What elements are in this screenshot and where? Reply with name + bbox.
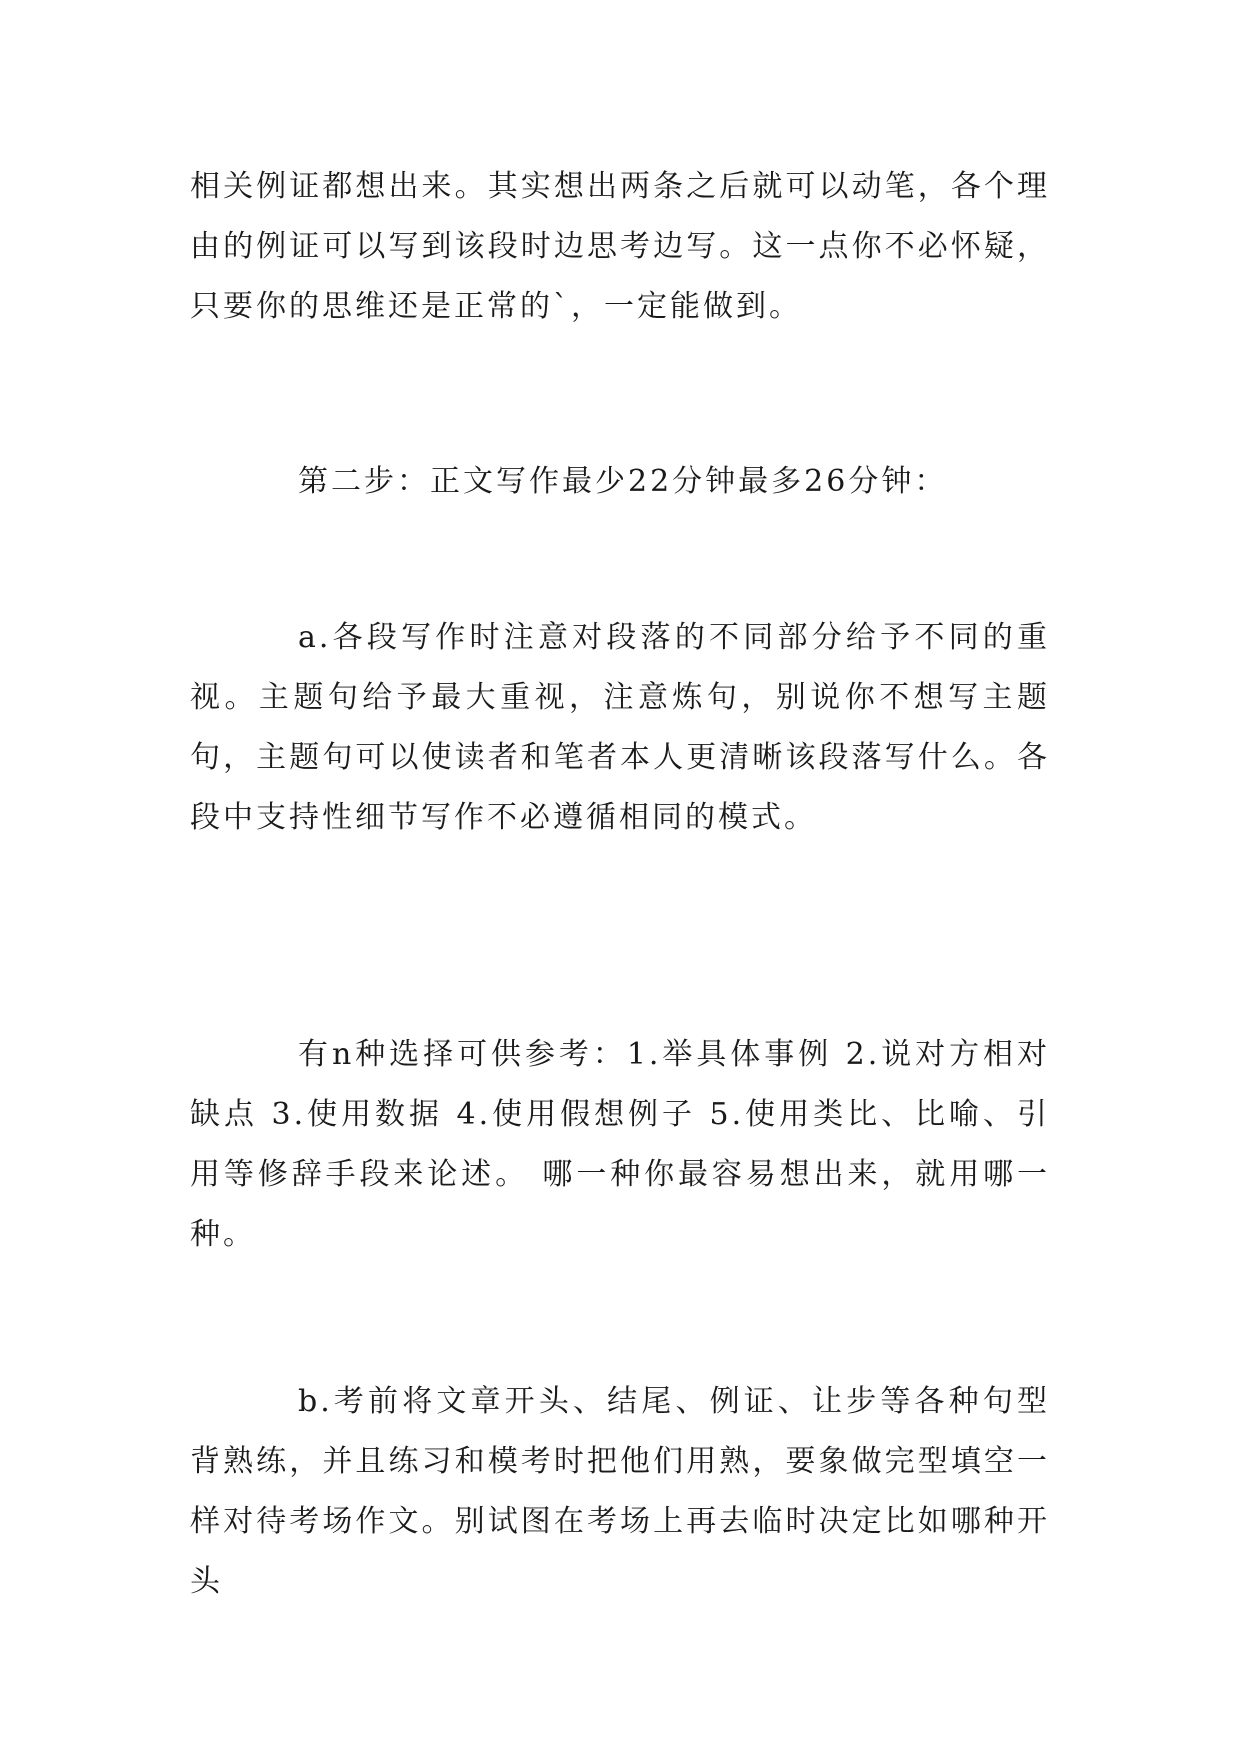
paragraph-continuation: 相关例证都想出来。其实想出两条之后就可以动笔，各个理由的例证可以写到该段时边思考边写。这一点你不必怀疑，只要你的思维还是正常的`，一定能做到。 (190, 169, 1050, 324)
paragraph-a: a.各段写作时注意对段落的不同部分给予不同的重视。主题句给予最大重视，注意炼句，别说你不想写主题句，主题句可以使读者和笔者本人更清晰该段落写什么。各段中支持性细节写作不必遵循相同的模式。 (190, 620, 1050, 835)
paragraph-b: b.考前将文章开头、结尾、例证、让步等各种句型背熟练，并且练习和模考时把他们用熟，要象做完型填空一样对待考场作文。别试图在考场上再去临时决定比如哪种开头 (190, 1384, 1050, 1599)
section-heading-step-two: 第二步：正文写作最少22分钟最多26分钟： (298, 464, 948, 499)
paragraph-options: 有n种选择可供参考：1.举具体事例 2.说对方相对缺点 3.使用数据 4.使用假想例子 5.使用类比、比喻、引用等修辞手段来论述。 哪一种你最容易想出来，就用哪一种。 (190, 1037, 1050, 1252)
